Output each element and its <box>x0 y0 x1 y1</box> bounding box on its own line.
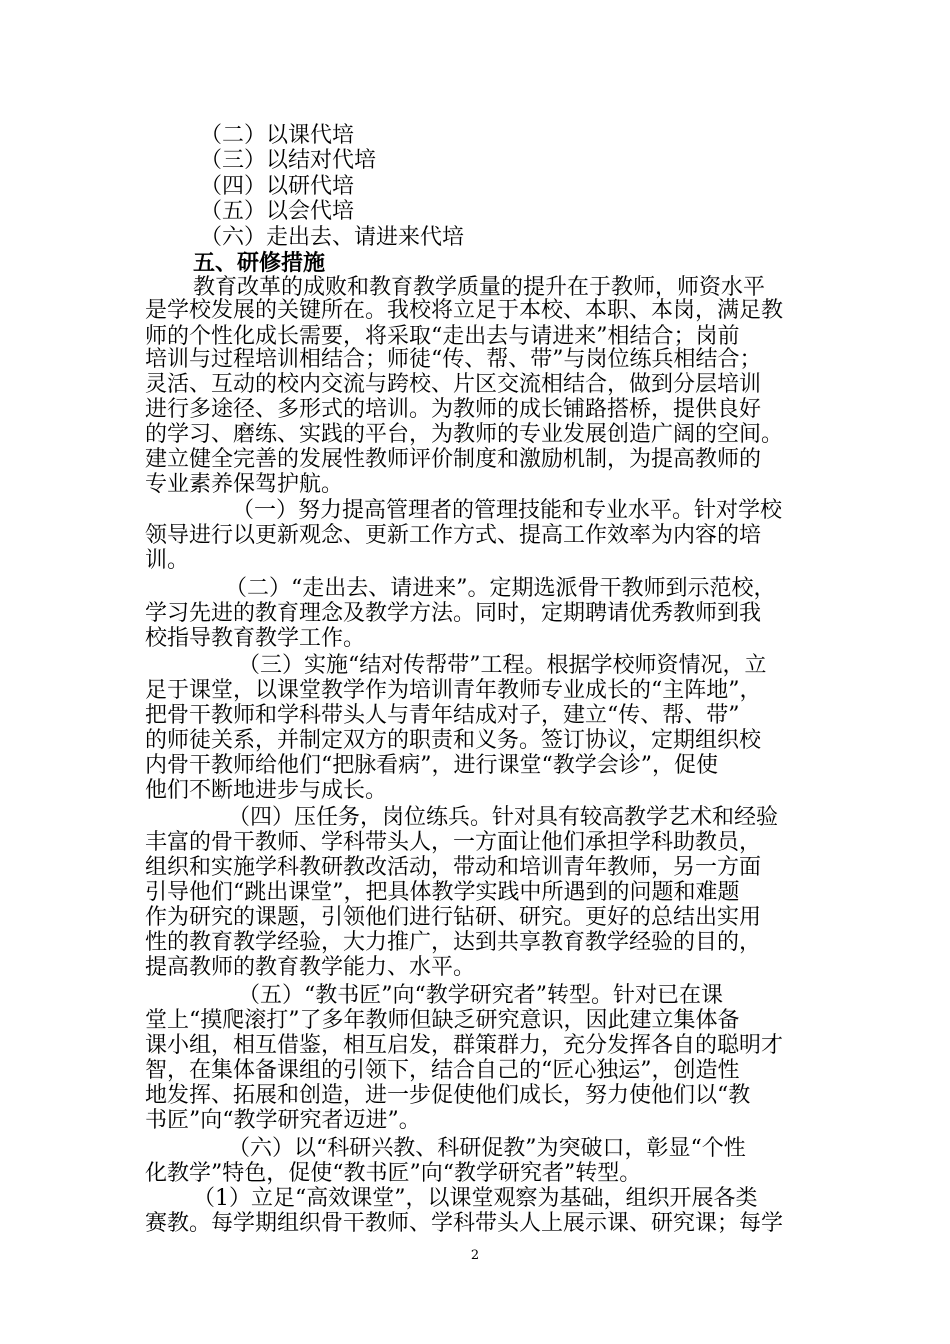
paragraph-line: 他们不断地进步与成长。 <box>145 778 388 803</box>
paragraph-line: 领导进行以更新观念、更新工作方式、提高工作效率为内容的培 <box>145 523 762 548</box>
paragraph-line: 组织和实施学科教研教改活动，带动和培训青年教师，另一方面 <box>145 855 762 880</box>
paragraph-line: 训。 <box>145 548 190 573</box>
paragraph-line: （三）实施“结对传帮带”工程。根据学校师资情况，立 <box>238 653 767 678</box>
page-number: 2 <box>470 1248 480 1263</box>
paragraph-line: 性的教育教学经验，大力推广，达到共享教育教学经验的目的， <box>145 930 762 955</box>
paragraph-line: 课小组，相互借鉴，相互启发，群策群力，充分发挥各自的聪明才 <box>145 1033 784 1058</box>
paragraph-line: 的师徒关系，并制定双方的职责和义务。签订协议，定期组织校 <box>145 728 762 753</box>
paragraph-line: 培训与过程培训相结合；师徒“传、帮、带”与岗位练兵相结合； <box>145 347 762 372</box>
paragraph-line: （1）立足“高效课堂”，以课堂观察为基础，组织开展各类 <box>193 1186 758 1211</box>
paragraph-line: 地发挥、拓展和创造，进一步促使他们成长，努力使他们以“教 <box>145 1083 751 1108</box>
outline-item: （五）以会代培 <box>200 199 355 224</box>
paragraph-line: 建立健全完善的发展性教师评价制度和激励机制，为提高教师的 <box>145 447 762 472</box>
paragraph-line: 堂上“摸爬滚打”了多年教师但缺乏研究意识，因此建立集体备 <box>145 1008 740 1033</box>
outline-item: （三）以结对代培 <box>200 148 377 173</box>
outline-item: （四）以研代培 <box>200 174 355 199</box>
paragraph-line: （二）“走出去、请进来”。定期选派骨干教师到示范校， <box>225 576 776 601</box>
paragraph-line: （一）努力提高管理者的管理技能和专业水平。针对学校 <box>232 498 783 523</box>
paragraph-line: 教育改革的成败和教育教学质量的提升在于教师，师资水平 <box>193 275 766 300</box>
paragraph-line: 足于课堂，以课堂教学作为培训青年教师专业成长的“主阵地”， <box>145 678 762 703</box>
paragraph-line: 的学习、磨练、实践的平台，为教师的专业发展创造广阔的空间。 <box>145 422 784 447</box>
paragraph-line: 师的个性化成长需要，将采取“走出去与请进来”相结合；岗前 <box>145 324 740 349</box>
outline-item: （二）以课代培 <box>200 123 355 148</box>
paragraph-line: 智，在集体备课组的引领下，结合自己的“匠心独运”，创造性 <box>145 1058 740 1083</box>
paragraph-line: 提高教师的教育教学能力、水平。 <box>145 955 476 980</box>
paragraph-line: （六）以“科研兴教、科研促教”为突破口，彰显“个性 <box>228 1136 746 1161</box>
paragraph-line: 引导他们“跳出课堂”，把具体教学实践中所遇到的问题和难题 <box>145 880 740 905</box>
paragraph-line: 学习先进的教育理念及教学方法。同时，定期聘请优秀教师到我 <box>145 601 762 626</box>
paragraph-line: 专业素养保驾护航。 <box>145 472 344 497</box>
paragraph-line: 赛教。每学期组织骨干教师、学科带头人上展示课、研究课；每学 <box>145 1211 784 1236</box>
paragraph-line: 书匠”向“教学研究者迈进”。 <box>145 1108 421 1133</box>
paragraph-line: （五）“教书匠”向“教学研究者”转型。针对已在课 <box>238 983 723 1008</box>
paragraph-line: （四）压任务，岗位练兵。针对具有较高教学艺术和经验 <box>228 805 779 830</box>
paragraph-line: 化教学”特色，促使“教书匠”向“教学研究者”转型。 <box>145 1161 642 1186</box>
paragraph-line: 进行多途径、多形式的培训。为教师的成长铺路搭桥，提供良好 <box>145 397 762 422</box>
section-title: 五、研修措施 <box>193 250 326 276</box>
paragraph-line: 作为研究的课题，引领他们进行钻研、研究。更好的总结出实用 <box>145 905 762 930</box>
paragraph-line: 丰富的骨干教师、学科带头人，一方面让他们承担学科助教员， <box>145 830 762 855</box>
paragraph-line: 灵活、互动的校内交流与跨校、片区交流相结合，做到分层培训 <box>145 372 762 397</box>
outline-item: （六）走出去、请进来代培 <box>200 225 465 250</box>
paragraph-line: 是学校发展的关键所在。我校将立足于本校、本职、本岗，满足教 <box>145 298 784 323</box>
paragraph-line: 把骨干教师和学科带头人与青年结成对子，建立“传、帮、带” <box>145 703 740 728</box>
paragraph-line: 校指导教育教学工作。 <box>145 626 366 651</box>
paragraph-line: 内骨干教师给他们“把脉看病”，进行课堂“教学会诊”，促使 <box>145 753 718 778</box>
